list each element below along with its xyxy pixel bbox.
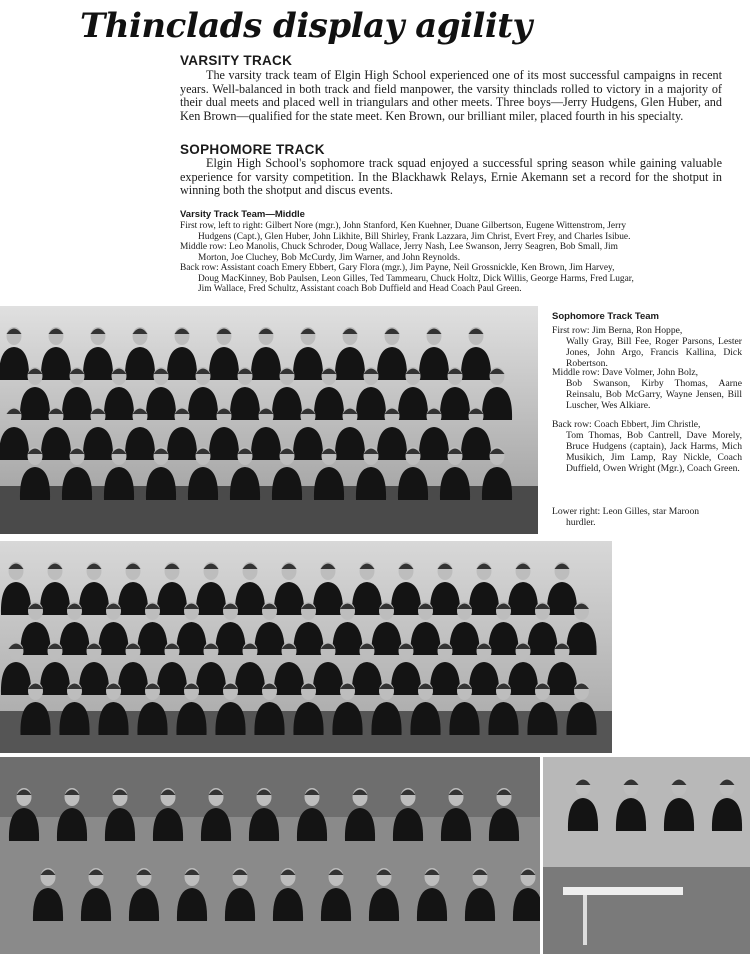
team-photo-middle — [0, 541, 612, 753]
sophomore-caption-middle-row: Middle row: Dave Volmer, John Bolz, Bob Swanson, Kirby Thomas, Aarne Reinsalu, Bob McGarry, Wayne Jensen, Bill Luscher, Wes Alkiare. — [552, 367, 742, 411]
sophomore-caption-first-row: First row: Jim Berna, Ron Hoppe, Wally Gray, Bill Fee, Roger Parsons, Lester Jones, John Argo, Francis Kallina, Dick Robertson. — [552, 325, 742, 369]
varsity-caption-back-row: Back row: Assistant coach Emery Ebbert, Gary Flora (mgr.), Jim Payne, Neil Grossnickle, Ken Brown, Jim Harvey, Doug MacKinney, Bob Paulsen, Leon Gilles, Ted Tammearu, Chuck Holtz, Dick Willis, George Harms, Fred Lugar, Jim Wallace, Fred Schultz, Assistant coach Bob Duffield and Head Coach Paul Green. — [180, 263, 634, 295]
sophomore-caption-back-row: Back row: Coach Ebbert, Jim Christle, Tom Thomas, Bob Cantrell, Dave Morely, Bruce Hudgens (captain), Jack Harms, Mich Musikich, Jim Lamp, Ray Nickle, Coach Duffield, Owen Wright (Mgr.), Coach Green. — [552, 419, 742, 474]
varsity-body: The varsity track team of Elgin High School experienced one of its most successful campaigns in recent years. Well-balanced in both track and field manpower, the varsity thinclads rolled to victory in a majority of their dual meets and placed well in triangulars and other meets. Three boys—Jerry Hudgens, Glen Huber, and Ken Brown—qualified for the state meet. Ken Brown, our brilliant miler, placed fourth in his specialty. — [180, 68, 722, 123]
page-title: Thinclads display agility — [80, 6, 532, 46]
team-photo-top — [0, 306, 538, 534]
team-photo-top-image — [0, 306, 538, 534]
hurdler-photo — [543, 757, 750, 954]
hurdler-photo-image — [543, 757, 750, 954]
team-photo-middle-image — [0, 541, 612, 753]
varsity-caption-middle-row: Middle row: Leo Manolis, Chuck Schroder, Doug Wallace, Jerry Nash, Lee Swanson, Jerry Seagren, Bob Small, Jim Morton, Joe Cluchey, Bob McCurdy, Jim Warner, and John Reynolds. — [180, 242, 618, 263]
sophomore-heading: SOPHOMORE TRACK — [180, 142, 325, 157]
team-photo-bottom-image — [0, 757, 540, 954]
sophomore-caption-heading: Sophomore Track Team — [552, 311, 659, 322]
varsity-heading: VARSITY TRACK — [180, 53, 293, 68]
lower-right-caption: Lower right: Leon Gilles, star Maroon hurdler. — [552, 506, 700, 528]
varsity-caption-first-row: First row, left to right: Gilbert Nore (mgr.), John Stanford, Ken Kuehner, Duane Gilbertson, Eugene Wittenstrom, Jerry Hudgens (Capt.), Glen Huber, John Likhite, Bill Shirley, Frank Lazzara, Jim Christ, Evert Frey, and Charles Isibue. — [180, 221, 631, 242]
team-photo-bottom — [0, 757, 540, 954]
varsity-caption-heading: Varsity Track Team—Middle — [180, 209, 305, 220]
sophomore-body: Elgin High School's sophomore track squad enjoyed a successful spring season while gaining valuable experience for varsity competition. In the Blackhawk Relays, Ernie Akemann set a record for the shotput in winning both the shotput and discus events. — [180, 156, 722, 198]
